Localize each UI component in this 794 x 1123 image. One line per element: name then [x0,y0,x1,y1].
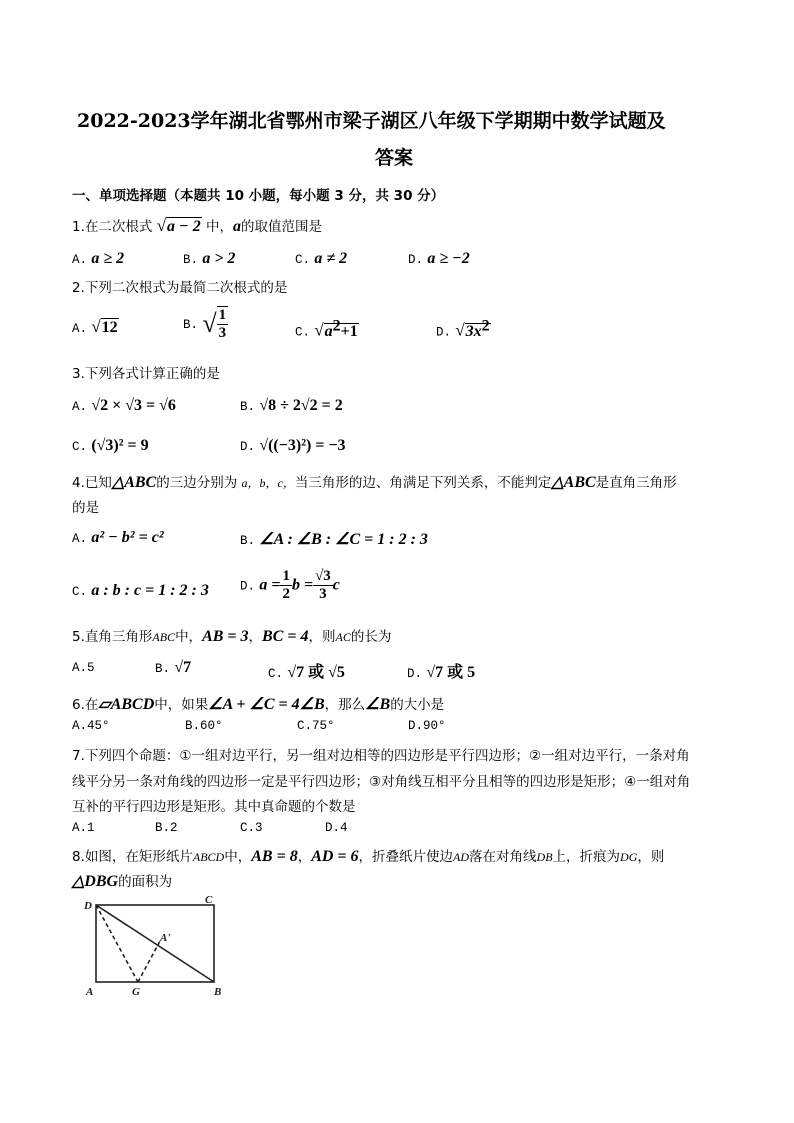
parallelogram-abcd: ▱ABCD [98,696,155,713]
fraction-numerator: √3 [315,568,331,584]
question-3: 3.下列各式计算正确的是 [72,366,220,382]
option-expr: a ≠ 2 [314,250,348,267]
q4-mid2: 当三角形的边、角满足下列关系，不能判定 [294,475,552,491]
option-label: D. [436,325,452,340]
label-c: C [205,895,213,906]
q3-option-a[interactable] [72,397,176,415]
triangle-abc: △ABC [111,474,157,491]
q8-ad-var: AD [453,850,470,864]
q6-option-b[interactable]: B.60° [185,719,223,733]
option-label: C. [72,440,88,454]
q5-mid2: ，则 [308,629,336,645]
option-expr: a > 2 [202,250,236,267]
option-expr: a² − b² = c² [91,529,164,546]
option-label: B. [240,534,256,548]
option-expr-rest: +1 [340,322,358,340]
q4-vars: a，b，c， [241,476,295,490]
q5-abc: ABC [152,630,176,644]
question-7-line-3: 互补的平行四边形是矩形。其中真命题的个数是 [72,799,356,815]
q7-option-c[interactable]: C.3 [240,821,263,835]
q8-mid4: 上，折痕为 [552,849,621,865]
q4-stem-line2: 的是 [72,500,99,516]
q6-mid2: ，那么 [324,697,366,713]
q8-dg: DG [620,850,638,864]
sqrt-icon: √ [202,309,217,338]
q3-option-c[interactable] [72,437,149,455]
q1-option-b[interactable] [183,250,235,268]
option-label: B. [183,318,199,332]
q8-mid: 中， [224,849,252,865]
q8-stem: 8.如图，在矩形纸片 [72,849,193,865]
option-expr: √8 ÷ 2√2 = 2 [259,397,343,414]
q7-option-a[interactable]: A.1 [72,821,95,835]
diagonal-db [96,905,214,982]
option-label: D. [407,667,423,681]
q5-stem: 5.直角三角形 [72,629,153,645]
fold-line-ga [138,941,160,982]
exponent: 2 [332,317,341,334]
option-expr: ∠A : ∠B : ∠C = 1 : 2 : 3 [259,531,428,548]
exponent: 2 [481,317,490,334]
q4-stem: 4.已知 [72,475,112,491]
option-label: A. [72,322,88,336]
option-expr: 12 [101,319,118,336]
q6-option-c[interactable]: C.75° [297,719,335,733]
option-expr: a : b : c = 1 : 2 : 3 [91,582,209,599]
fraction-denominator: 3 [218,325,227,341]
q4-post: 是直角三角形 [595,475,677,491]
q6-post: 的大小是 [390,697,445,713]
q7-option-b[interactable]: B.2 [155,821,178,835]
q5-option-a[interactable] [72,659,95,675]
q3-option-d[interactable] [240,437,346,455]
option-expr-post: c [332,576,340,594]
question-5 [72,625,391,646]
q1-option-d[interactable] [408,250,470,268]
q1-var: a [233,218,242,235]
option-expr: a = [259,576,281,594]
q2-option-b[interactable] [183,306,228,342]
option-label: D. [240,579,256,594]
option-label: C. [72,585,88,599]
sqrt-icon: √ [156,216,167,235]
q8-post: ，则 [637,849,665,865]
question-1 [72,215,322,236]
option-expr-mid: b = [291,576,314,594]
option-expr: √7 或 √5 [287,664,345,681]
question-4 [72,471,677,492]
q1-option-a[interactable] [72,250,124,268]
q8-abcd: ABCD [192,850,225,864]
q5-bc: BC = 4 [262,628,309,645]
q6-option-d[interactable]: D.90° [408,719,446,733]
q6-equation: ∠A + ∠C = 4∠B [208,696,325,713]
option-expr: 5 [87,661,95,675]
q1-stem: 1.在二次根式 [72,219,153,235]
rectangle-fold-figure [80,895,230,1005]
fraction-numerator: 1 [282,568,290,584]
section-heading: 一、单项选择题（本题共 10 小题，每小题 3 分，共 30 分） [72,188,445,204]
option-expr: 3x [465,322,482,340]
q8-mid3: 落在对角线 [469,849,537,865]
question-7-line-1: 7.下列四个命题：①一组对边平行，另一组对边相等的四边形是平行四边形；②一组对边平行，一条对角 [72,748,690,764]
q5-mid: 中， [175,629,203,645]
q2-option-d[interactable] [436,317,491,341]
q4-option-a[interactable] [72,529,164,547]
q5-option-b[interactable] [155,659,191,677]
q8-ab: AB = 8 [251,848,298,865]
q5-sep: ， [248,629,263,645]
q5-post: 的长为 [350,629,392,645]
sqrt-icon: √ [314,320,324,340]
option-expr: a ≥ −2 [427,250,470,267]
option-label: C. [268,667,284,681]
q2-option-c[interactable] [295,317,359,341]
option-label: B. [240,400,256,414]
q8-db: DB [536,850,553,864]
title-line-1: 2022-2023学年湖北省鄂州市梁子湖区八年级下学期期中数学试题及 [77,110,666,132]
q5-ac: AC [335,630,351,644]
question-8-line-2 [72,870,172,891]
label-a: A [86,986,94,998]
triangle-abc: △ABC [551,474,596,491]
option-expr: a ≥ 2 [91,250,125,267]
label-a-prime: A' [160,932,171,944]
option-label: A. [72,400,88,414]
option-expr: √7 [174,659,192,676]
triangle-dbg: △DBG [72,873,119,890]
question-8 [72,845,664,866]
option-label: A. [72,532,88,546]
sqrt-icon: √ [455,320,465,340]
q4-option-d[interactable] [240,568,340,603]
question-7-line-2: 线平分另一条对角线的四边形一定是平行四边形；③对角线互相平分且相等的四边形是矩形；④一组对角 [72,774,691,790]
q8-sep: ， [297,849,312,865]
option-expr: √2 × √3 = √6 [91,397,176,414]
q6-angle-b: ∠B [365,696,391,713]
fraction-denominator: 3 [319,586,327,602]
option-label: A. [72,661,88,675]
option-expr: (√3)² = 9 [91,437,149,454]
q1-radicand: a − 2 [167,218,201,235]
fraction-numerator: 1 [218,307,227,323]
option-label: D. [240,440,256,454]
q1-mid: 中， [206,219,234,235]
option-label: B. [183,253,199,267]
q4-option-c[interactable] [72,582,209,600]
question-6 [72,693,444,714]
q4-option-b[interactable] [240,529,428,549]
q6-mid: 中，如果 [154,697,209,713]
option-label: A. [72,253,88,267]
label-b: B [214,986,222,998]
q5-option-c[interactable] [268,659,345,682]
option-expr: a [324,322,333,340]
q5-option-d[interactable] [407,659,475,682]
q8-mid2: ，折叠纸片使边 [358,849,454,865]
question-2: 2.下列二次根式为最简二次根式的是 [72,280,288,296]
option-label: C. [295,325,311,340]
q4-mid: 的三边分别为 [156,475,238,491]
q2-option-a[interactable] [72,317,119,337]
option-label: D. [408,253,424,267]
q8-ad: AD = 6 [311,848,359,865]
q3-option-b[interactable] [240,397,343,415]
fraction-denominator: 2 [282,586,290,602]
sqrt-icon: √ [91,317,101,336]
q1-post: 的取值范围是 [241,219,323,235]
q5-ab: AB = 3 [202,628,249,645]
q8-post2: 的面积为 [118,874,173,890]
q6-option-a[interactable]: A.45° [72,719,110,733]
option-expr: √7 或 5 [426,664,476,681]
q1-option-c[interactable] [295,250,347,268]
option-label: B. [155,662,171,676]
option-label: C. [295,253,311,267]
title-line-2: 答案 [375,147,414,169]
label-g: G [132,986,140,998]
q7-option-d[interactable]: D.4 [325,821,348,835]
q6-stem: 6.在 [72,697,99,713]
label-d: D [84,900,92,912]
option-expr: √((−3)²) = −3 [259,437,346,454]
fold-line-dg [96,905,138,982]
